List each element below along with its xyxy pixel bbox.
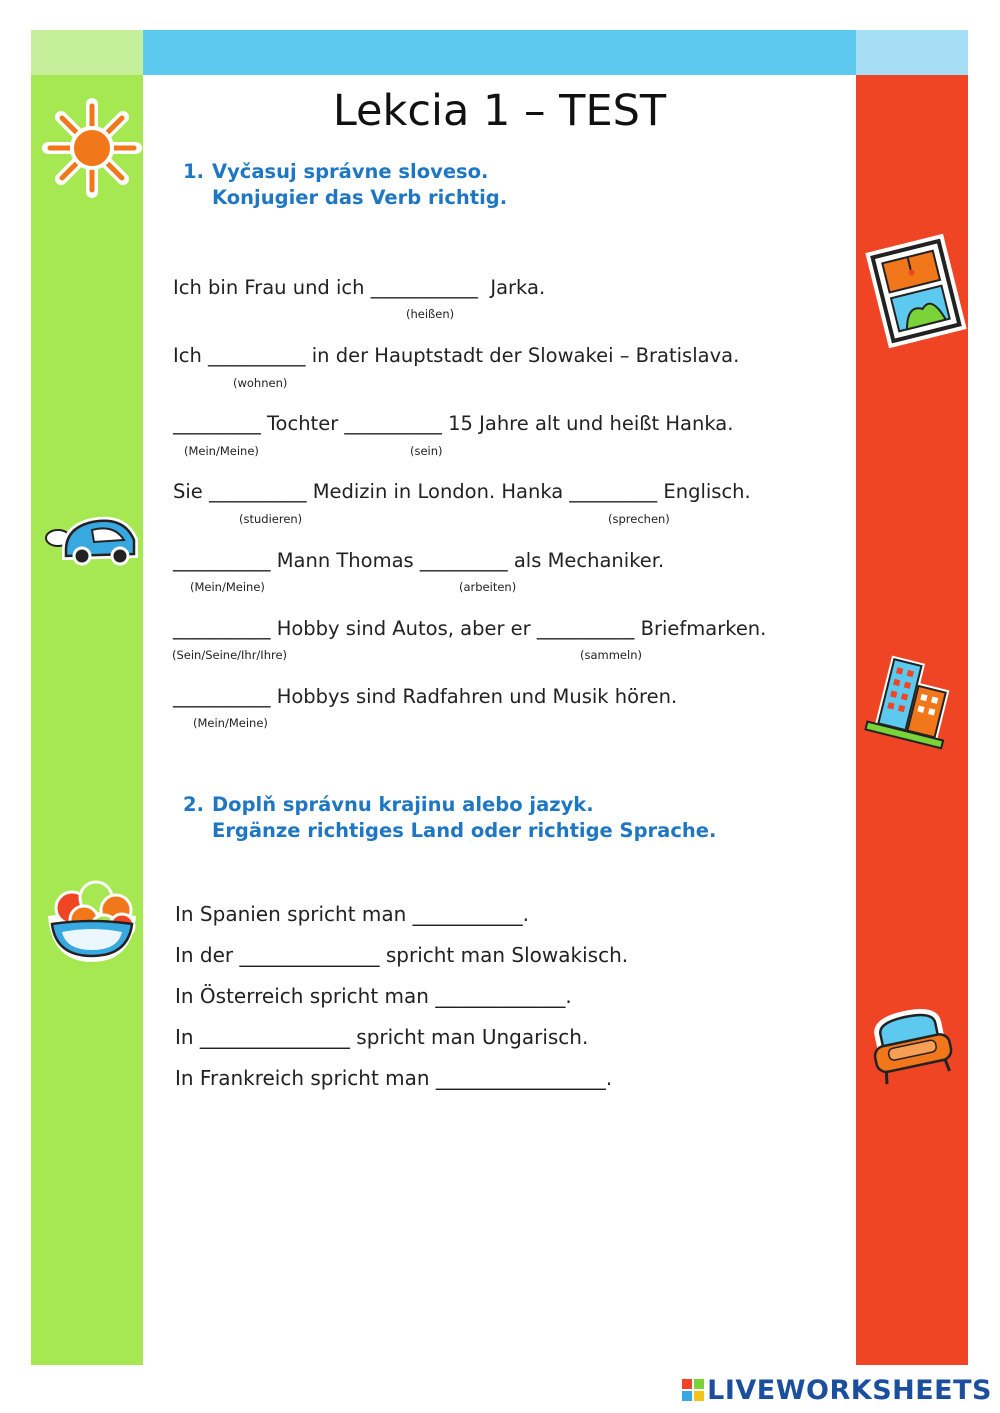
exercise-1-line-4: Sie __________ Medizin in London. Hanka _________ Englisch. <box>173 480 751 503</box>
section-1-title-sk: Vyčasuj správne sloveso. <box>212 160 489 183</box>
top-bar-middle <box>143 30 856 75</box>
exercise-2-line-4: In _______________ spricht man Ungarisch. <box>175 1025 589 1049</box>
exercise-1-hint: (sprechen) <box>608 512 670 526</box>
exercise-2-line-1: In Spanien spricht man ___________. <box>175 902 530 926</box>
exercise-1-hint: (Mein/Meine) <box>193 716 268 730</box>
exercise-2-line-2: In der ______________ spricht man Slowakisch. <box>175 943 629 967</box>
exercise-1-hint: (wohnen) <box>233 376 288 390</box>
exercise-1-hint: (studieren) <box>239 512 303 526</box>
exercise-1-hint: (heißen) <box>406 307 455 321</box>
window-icon <box>868 236 964 346</box>
fruit-bowl-icon <box>44 876 140 966</box>
sun-icon <box>44 100 140 196</box>
exercise-1-line-7: __________ Hobbys sind Radfahren und Musik hören. <box>173 685 678 708</box>
exercise-1-line-5: __________ Mann Thomas _________ als Mechaniker. <box>173 549 665 572</box>
section-2-title-de: Ergänze richtiges Land oder richtige Sprache. <box>212 819 717 842</box>
left-sidebar-bar <box>31 75 143 1365</box>
section-1-heading <box>183 159 507 211</box>
exercise-1-line-1: Ich bin Frau und ich ___________ Jarka. <box>173 276 546 299</box>
exercise-1-hint: (Mein/Meine) <box>190 580 265 594</box>
section-2-heading <box>183 792 716 844</box>
section-1-title-de: Konjugier das Verb richtig. <box>212 186 508 209</box>
page-title: Lekcia 1 – TEST <box>332 86 667 136</box>
section-2-number: 2. <box>183 793 204 816</box>
section-1-number: 1. <box>183 160 204 183</box>
liveworksheets-logo-icon <box>682 1379 704 1401</box>
exercise-2-line-5: In Frankreich spricht man _________________. <box>175 1066 613 1090</box>
exercise-1-line-6: __________ Hobby sind Autos, aber er __________ Briefmarken. <box>173 617 767 640</box>
car-icon <box>44 510 140 572</box>
exercise-1-hint: (Mein/Meine) <box>184 444 259 458</box>
exercise-1-hint: (sein) <box>410 444 443 458</box>
exercise-1-hint: (arbeiten) <box>459 580 517 594</box>
top-bar-right <box>856 30 968 75</box>
exercise-2-line-3: In Österreich spricht man _____________. <box>175 984 572 1008</box>
brand-name: LIVEWORKSHEETS <box>707 1374 992 1406</box>
section-2-title-sk: Doplň správnu krajinu alebo jazyk. <box>212 793 594 816</box>
building-icon <box>868 652 958 748</box>
exercise-1-line-2: Ich __________ in der Hauptstadt der Slowakei – Bratislava. <box>173 344 740 367</box>
exercise-1-line-3: _________ Tochter __________ 15 Jahre alt und heißt Hanka. <box>173 412 734 435</box>
armchair-icon <box>868 1008 958 1088</box>
top-bar-left <box>31 30 143 75</box>
exercise-1-hint: (Sein/Seine/Ihr/Ihre) <box>172 648 288 662</box>
exercise-1-hint: (sammeln) <box>580 648 642 662</box>
liveworksheets-logo <box>682 1375 992 1405</box>
